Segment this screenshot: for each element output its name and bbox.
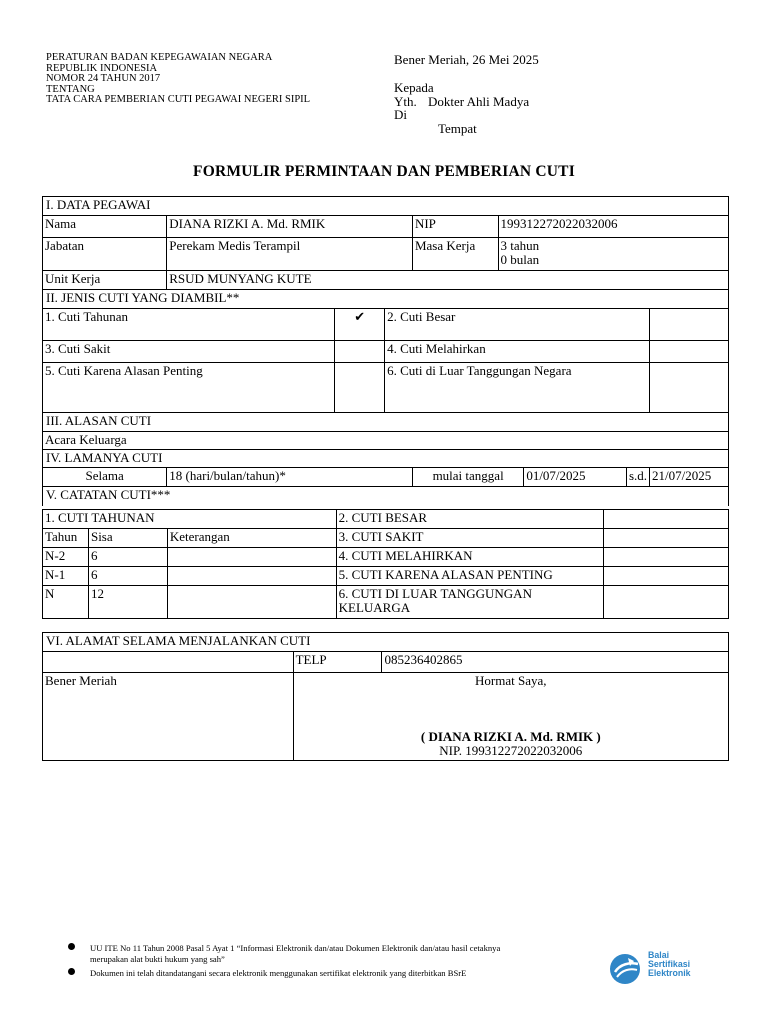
table-row (43, 586, 729, 619)
nip-value: 199312272022032006 (498, 216, 728, 238)
hormat-saya: Hormat Saya, (475, 673, 547, 688)
col-tahun: Tahun (43, 529, 89, 548)
footer-note-line: merupakan alat bukti hukum yang sah” (90, 954, 225, 964)
bsre-logo-text (648, 951, 691, 978)
catatan-cuti-alasan-penting-value (604, 567, 729, 586)
regulation-reference (46, 53, 310, 106)
mulai-tanggal-value: 01/07/2025 (524, 468, 627, 487)
place-date: Bener Meriah, 26 Mei 2025 (394, 52, 539, 67)
catatan-cuti-tahunan: 1. CUTI TAHUNAN (43, 510, 337, 529)
nama-label: Nama (43, 216, 167, 238)
col-keterangan: Keterangan (167, 529, 336, 548)
sd-value: 21/07/2025 (650, 468, 729, 487)
footer-note-bsre: Dokumen ini telah ditandatangani secara elektronik menggunakan sertifikat elektronik yang diterbitkan BSrE (90, 968, 467, 978)
catatan-cuti-besar: 2. CUTI BESAR (336, 510, 604, 529)
catatan-cuti-luar-tanggungan-value (604, 586, 729, 619)
sd-label: s.d. (626, 468, 649, 487)
kepada-label: Kepada (394, 80, 434, 95)
selama-label: Selama (43, 468, 167, 487)
telp-label: TELP (293, 652, 382, 673)
jabatan-label: Jabatan (43, 238, 167, 271)
signer-nip: NIP. 199312272022032006 (439, 743, 583, 758)
row-sisa: 6 (88, 567, 167, 586)
masa-kerja-bulan: 0 bulan (500, 252, 540, 267)
alasan-cuti-value: Acara Keluarga (43, 432, 729, 450)
row-tahun: N (43, 586, 89, 619)
regulation-line: TATA CARA PEMBERIAN CUTI PEGAWAI NEGERI SIPIL (46, 94, 311, 106)
regulation-line: TENTANG (46, 83, 95, 95)
jenis-cuti-tahunan: 1. Cuti Tahunan (43, 309, 335, 341)
alamat-blank-cell (43, 652, 294, 673)
row-keterangan (167, 567, 336, 586)
signature-block (293, 673, 728, 761)
alamat-cuti-table (42, 632, 729, 761)
form-title: FORMULIR PERMINTAAN DAN PEMBERIAN CUTI (193, 163, 575, 180)
catatan-cuti-table (42, 509, 729, 619)
table-row (43, 567, 729, 586)
unit-kerja-value: RSUD MUNYANG KUTE (167, 271, 729, 290)
row-tahun: N-2 (43, 548, 89, 567)
logo-line: Elektronik (648, 968, 691, 978)
catatan-cuti-besar-value (604, 510, 729, 529)
catatan-cuti-sakit-value (604, 529, 729, 548)
jenis-cuti-sakit: 3. Cuti Sakit (43, 341, 335, 363)
section-lamanya-cuti: IV. LAMANYA CUTI (43, 450, 729, 468)
selama-value: 18 (hari/bulan/tahun)* (167, 468, 413, 487)
jenis-cuti-luar-tanggungan: 6. Cuti di Luar Tanggungan Negara (385, 363, 650, 413)
catatan-cuti-melahirkan-value (604, 548, 729, 567)
jenis-cuti-luar-tanggungan-check (650, 363, 729, 413)
section-catatan-cuti: V. CATATAN CUTI*** (43, 487, 729, 506)
bullet-icon (68, 943, 75, 950)
jenis-cuti-sakit-check (335, 341, 385, 363)
unit-kerja-label: Unit Kerja (43, 271, 167, 290)
logo-line: Balai (648, 950, 670, 960)
section-alasan-cuti: III. ALASAN CUTI (43, 413, 729, 432)
yth-recipient: Dokter Ahli Madya (428, 94, 530, 109)
bsre-logo-icon (608, 952, 644, 991)
section-alamat: VI. ALAMAT SELAMA MENJALANKAN CUTI (43, 633, 729, 652)
jenis-cuti-besar: 2. Cuti Besar (385, 309, 650, 341)
masa-kerja-label: Masa Kerja (412, 238, 498, 271)
row-tahun: N-1 (43, 567, 89, 586)
jenis-cuti-besar-check (650, 309, 729, 341)
yth-label: Yth. (394, 94, 417, 109)
regulation-line: REPUBLIK INDONESIA (46, 62, 158, 74)
di-label: Di (394, 107, 407, 122)
bullet-icon (68, 968, 75, 975)
jenis-cuti-alasan-penting-check (335, 363, 385, 413)
catatan-cuti-alasan-penting: 5. CUTI KARENA ALASAN PENTING (336, 567, 604, 586)
leave-form-table (42, 196, 729, 506)
row-keterangan (167, 586, 336, 619)
regulation-line: PERATURAN BADAN KEPEGAWAIAN NEGARA (46, 52, 273, 63)
checkmark-icon: ✔ (335, 309, 385, 341)
catatan-cuti-sakit: 3. CUTI SAKIT (336, 529, 604, 548)
col-sisa: Sisa (88, 529, 167, 548)
signer-name: ( DIANA RIZKI A. Md. RMIK ) (420, 729, 601, 744)
jenis-cuti-alasan-penting: 5. Cuti Karena Alasan Penting (43, 363, 335, 413)
telp-value: 085236402865 (382, 652, 729, 673)
section-jenis-cuti: II. JENIS CUTI YANG DIAMBIL** (43, 290, 729, 309)
catatan-cuti-luar-tanggungan: 6. CUTI DI LUAR TANGGUNGAN KELUARGA (336, 586, 604, 619)
masa-kerja-tahun: 3 tahun (500, 238, 540, 253)
footer-note-line: UU ITE No 11 Tahun 2008 Pasal 5 Ayat 1 “Informasi Elektronik dan/atau Dokumen Elektronik dan/atau hasil cetaknya (90, 943, 501, 953)
catatan-cuti-melahirkan: 4. CUTI MELAHIRKAN (336, 548, 604, 567)
row-keterangan (167, 548, 336, 567)
tempat-label: Tempat (438, 121, 477, 136)
jabatan-value: Perekam Medis Terampil (167, 238, 413, 271)
jenis-cuti-melahirkan-check (650, 341, 729, 363)
alamat-value: Bener Meriah (43, 673, 294, 761)
row-sisa: 6 (88, 548, 167, 567)
nama-value: DIANA RIZKI A. Md. RMIK (167, 216, 413, 238)
footer-note-uu-ite (90, 943, 500, 965)
jenis-cuti-melahirkan: 4. Cuti Melahirkan (385, 341, 650, 363)
logo-line: Sertifikasi (648, 959, 691, 969)
regulation-line: NOMOR 24 TAHUN 2017 (46, 73, 161, 85)
nip-label: NIP (412, 216, 498, 238)
mulai-tanggal-label: mulai tanggal (412, 468, 523, 487)
section-data-pegawai: I. DATA PEGAWAI (43, 197, 729, 216)
row-sisa: 12 (88, 586, 167, 619)
masa-kerja-value (498, 238, 728, 271)
table-row (43, 548, 729, 567)
